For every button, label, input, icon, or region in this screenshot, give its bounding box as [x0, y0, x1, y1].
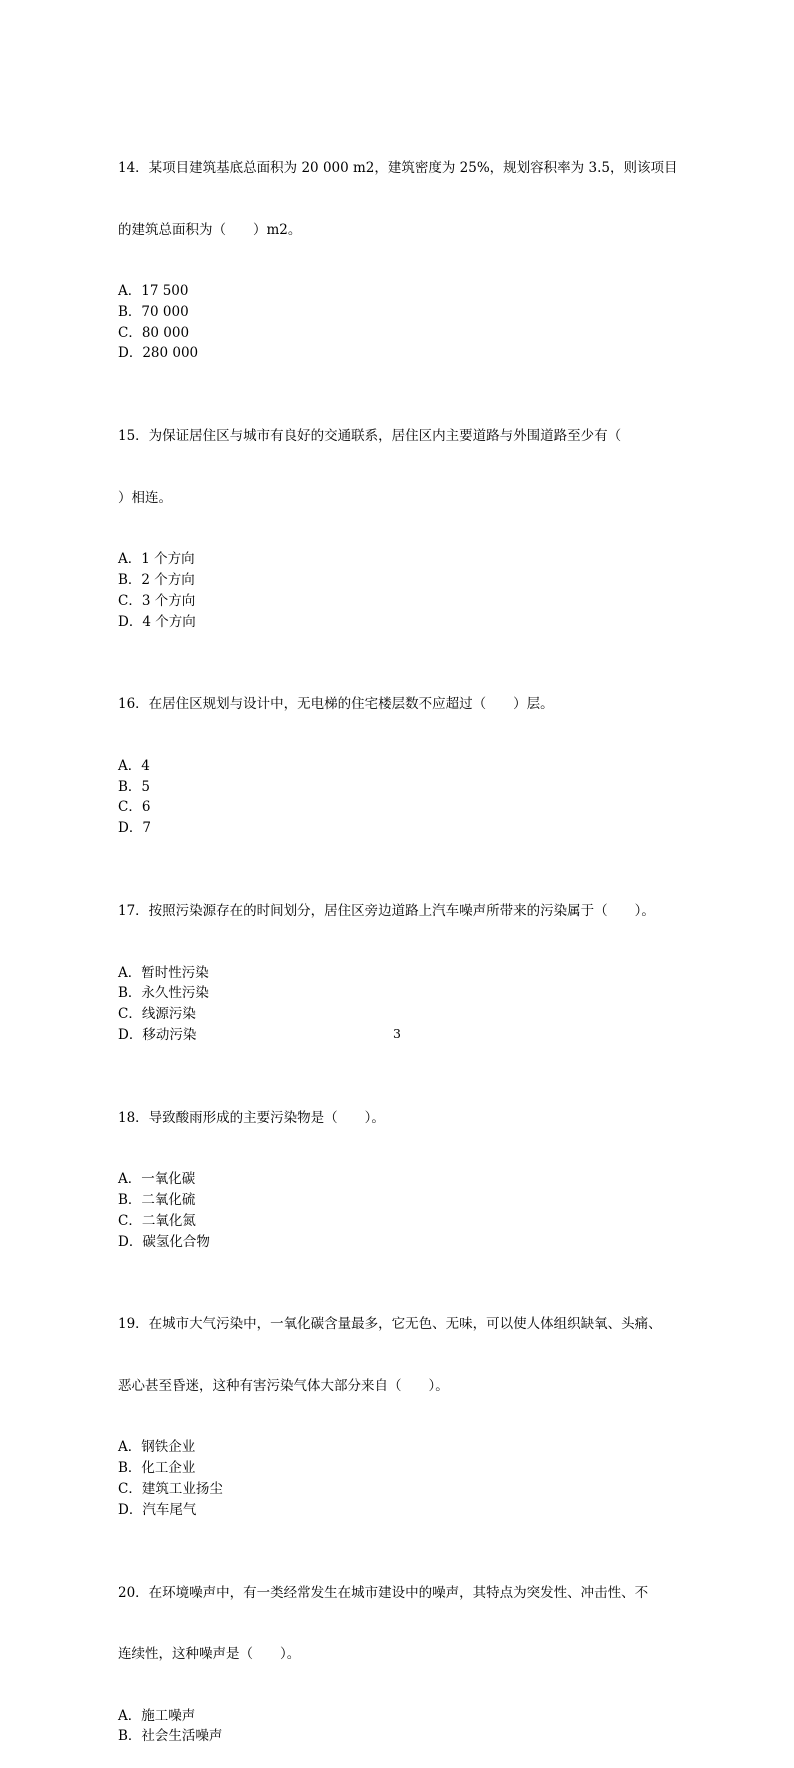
stem-line: 19．在城市大气污染中，一氧化碳含量最多，它无色、无味，可以使人体组织缺氧、头痛、	[118, 1316, 662, 1333]
question-18	[118, 1067, 678, 1253]
stem-line: 15．为保证居住区与城市有良好的交通联系，居住区内主要道路与外围道路至少有（	[118, 428, 622, 445]
question-19	[118, 1273, 678, 1520]
question-15	[118, 385, 678, 632]
stem-line: 16．在居住区规划与设计中，无电梯的住宅楼层数不应超过（ ）层。	[118, 696, 554, 713]
question-stem	[118, 385, 678, 549]
option-c: C．3 个方向	[118, 592, 196, 609]
option-a: A．一氧化碳	[118, 1171, 196, 1188]
page-number: 3	[393, 1026, 401, 1041]
option-d: D．碳氢化合物	[118, 1233, 210, 1250]
option-d: D．移动污染	[118, 1026, 197, 1043]
option-a: A．钢铁企业	[118, 1439, 196, 1456]
question-stem	[118, 1067, 678, 1170]
stem-line: 14．某项目建筑基底总面积为 20 000 m2，建筑密度为 25%，规划容积率为 3.5，则该项目	[118, 160, 678, 176]
stem-line: 连续性，这种噪声是（ ）。	[118, 1646, 301, 1663]
option-b: B．2 个方向	[118, 571, 195, 588]
question-stem	[118, 860, 678, 963]
option-a: A．施工噪声	[118, 1707, 196, 1724]
stem-line: ）相连。	[118, 489, 172, 506]
option-a: A．17 500	[118, 283, 189, 299]
stem-line: 恶心甚至昏迷，这种有害污染气体大部分来自（ ）。	[118, 1377, 449, 1394]
option-b: B．70 000	[118, 303, 189, 320]
option-b: B．二氧化硫	[118, 1192, 196, 1209]
option-c: C．80 000	[118, 324, 190, 341]
stem-line: 18．导致酸雨形成的主要污染物是（ ）。	[118, 1109, 385, 1126]
option-b: B．化工企业	[118, 1460, 196, 1477]
page-content	[118, 117, 678, 1768]
question-17	[118, 860, 678, 1046]
question-stem	[118, 653, 678, 756]
question-stem	[118, 1542, 678, 1706]
question-stem	[118, 1273, 678, 1437]
stem-line: 的建筑总面积为（ ）m2。	[118, 221, 302, 238]
stem-line: 20．在环境噪声中，有一类经常发生在城市建设中的噪声，其特点为突发性、冲击性、不	[118, 1584, 649, 1601]
option-a: A．暂时性污染	[118, 964, 209, 981]
question-stem	[118, 117, 678, 281]
option-c: C．线源污染	[118, 1006, 196, 1023]
option-c: C．建筑工业扬尘	[118, 1481, 223, 1498]
option-b: B．5	[118, 778, 151, 795]
option-d: D．4 个方向	[118, 613, 196, 630]
option-a: A．1 个方向	[118, 551, 195, 568]
option-c: C．二氧化氮	[118, 1212, 196, 1229]
question-14	[118, 117, 678, 364]
option-b: B．永久性污染	[118, 985, 209, 1002]
option-b: B．社会生活噪声	[118, 1728, 223, 1745]
option-d: D．汽车尾气	[118, 1501, 197, 1518]
option-a: A．4	[118, 757, 150, 774]
stem-line: 17．按照污染源存在的时间划分，居住区旁边道路上汽车噪声所带来的污染属于（ ）。	[118, 903, 655, 920]
option-c: C．6	[118, 799, 151, 816]
option-d: D．280 000	[118, 345, 199, 362]
option-d: D．7	[118, 820, 151, 837]
question-20	[118, 1542, 678, 1748]
question-16	[118, 653, 678, 839]
